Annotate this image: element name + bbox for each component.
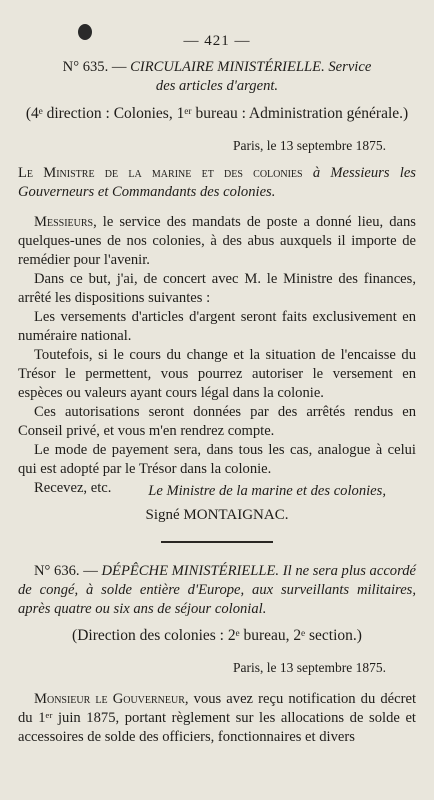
doc635-heading bbox=[18, 58, 416, 96]
doc635-para-1 bbox=[18, 213, 416, 270]
doc635-dateline: Paris, le 13 septembre 1875. bbox=[233, 138, 386, 153]
doc635-signature-name: Signé MONTAIGNAC. bbox=[145, 507, 289, 523]
doc635-direction: (4ᵉ direction : Colonies, 1ᵉʳ bureau : Administration générale.) bbox=[25, 105, 409, 122]
doc635-subject-2: des articles d'argent. bbox=[155, 78, 279, 94]
doc635-address-recipient-1: à Messieurs les bbox=[312, 165, 416, 181]
doc635-address bbox=[18, 164, 416, 202]
doc636-heading bbox=[18, 562, 416, 619]
doc635-para-5: Ces autorisations seront données par des arrêtés rendus en Conseil privé, et vous m'en rendrez compte. bbox=[18, 404, 416, 439]
doc636-dateline: Paris, le 13 septembre 1875. bbox=[233, 660, 386, 675]
doc636-subject: Il ne sera plus accordé de congé, à solde entière d'Europe, aux surveillants militaires, après quatre ou six ans de séjour colonial. bbox=[18, 563, 417, 617]
doc635-subject-1: Service bbox=[328, 59, 372, 75]
doc635-body bbox=[18, 213, 416, 498]
doc636-para-1 bbox=[18, 690, 416, 747]
doc635-para-4: Toutefois, si le cours du change et la situation de l'encaisse du Trésor le permettent, vous pourrez autoriser le versement en espèces ou valeurs ayant cours légal dans la colonie. bbox=[18, 347, 416, 401]
doc636-direction: (Direction des colonies : 2ᵉ bureau, 2ᵉ section.) bbox=[72, 627, 362, 644]
doc635-address-recipient-2: Gouverneurs et Commandants des colonies. bbox=[18, 184, 276, 200]
doc636-salutation: Monsieur le Gouverneur, bbox=[34, 691, 189, 707]
doc635-closing: Recevez, etc. bbox=[34, 480, 112, 496]
doc635-para-1-text: le service des mandats de poste a donné lieu, dans quelques-unes de nos colonies, à des abus auxquels il importe de remédier pour l'avenir. bbox=[18, 214, 416, 268]
doc636-body bbox=[18, 690, 416, 747]
doc635-para-2: Dans ce but, j'ai, de concert avec M. le Ministre des finances, arrêté les dispositions suivantes : bbox=[18, 271, 416, 306]
section-divider bbox=[161, 541, 273, 543]
page-number: — 421 — bbox=[183, 33, 251, 49]
doc635-address-sender: Le Ministre de la marine et des colonies bbox=[18, 165, 303, 181]
doc635-title: CIRCULAIRE MINISTÉRIELLE. bbox=[130, 59, 325, 75]
doc635-salutation: Messieurs, bbox=[34, 214, 97, 230]
doc635-number: N° 635. — bbox=[62, 59, 127, 75]
doc635-para-6: Le mode de payement sera, dans tous les cas, analogue à celui qui est adopté par le Trésor dans la colonie. bbox=[18, 442, 416, 477]
doc636-para-1-text: vous avez reçu notification du décret du 1ᵉʳ juin 1875, portant règlement sur les allocations de solde et accessoires de solde des officiers, fonctionnaires et divers bbox=[18, 691, 416, 745]
doc636-title: DÉPÊCHE MINISTÉRIELLE. bbox=[101, 563, 280, 579]
doc636-number: N° 636. — bbox=[34, 563, 98, 579]
doc635-signature-title: Le Ministre de la marine et des colonies, bbox=[148, 483, 386, 499]
doc635-para-3: Les versements d'articles d'argent seront faits exclusivement en numéraire national. bbox=[18, 309, 416, 344]
